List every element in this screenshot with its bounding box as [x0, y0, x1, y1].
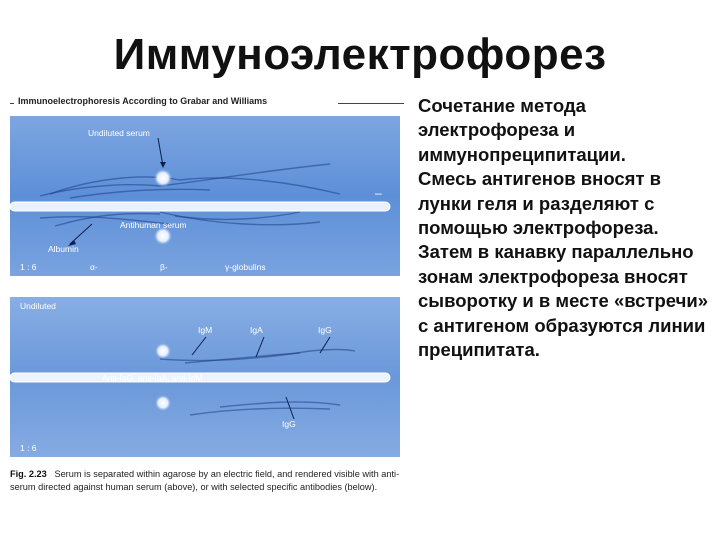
label-igg-lower: IgG [282, 419, 296, 429]
gel-panel-bottom [10, 297, 400, 457]
gel-bottom-graphic [10, 297, 400, 457]
paragraph-2: Смесь антигенов вносят в лунки геля и разделяют с помощью электрофореза. [418, 168, 662, 239]
figure-caption [10, 468, 402, 493]
gel-panel-top [10, 116, 400, 276]
label-iga: IgA [250, 325, 263, 335]
label-dilution-bottom: 1 : 6 [20, 443, 37, 453]
antiserum-trough [10, 202, 390, 211]
well-bottom-upper [155, 343, 171, 359]
slide-title: Иммуноэлектрофорез [113, 30, 607, 79]
label-alpha: α- [90, 262, 98, 272]
well-bottom-lower [155, 395, 171, 411]
label-dilution-top: 1 : 6 [20, 262, 37, 272]
paragraph-3: Затем в канавку параллельно зонам электрофореза вносят сыворотку и в месте «встречи» с антигеном образуются линии преципитата. [418, 241, 709, 361]
label-albumin: Albumin [48, 244, 79, 254]
paragraph-1: Сочетание метода электрофореза и иммунопреципитации. [418, 95, 626, 165]
label-gamma: γ-globulins [225, 262, 266, 272]
label-igg: IgG [318, 325, 332, 335]
label-beta: β- [160, 262, 168, 272]
caption-label: Fig. 2.23 [10, 469, 47, 479]
label-undiluted: Undiluted [20, 301, 56, 311]
label-antihuman-serum: Antihuman serum [120, 220, 187, 230]
header-rule-right [338, 103, 404, 104]
description-text [418, 94, 714, 362]
label-minus: – [375, 186, 382, 200]
caption-text: Serum is separated within agarose by an electric field, and rendered visible with anti-serum directed against human serum (above), or with selected specific antibodies (below). [10, 469, 400, 492]
immunoelectrophoresis-figure [0, 92, 410, 532]
well-undiluted [154, 169, 172, 187]
label-anti-sera: Anti-IgG, anti-IgA, anti-IgM [102, 373, 203, 383]
label-igm: IgM [198, 325, 213, 335]
label-undiluted-serum: Undiluted serum [88, 128, 150, 138]
figure-header: Immunoelectrophoresis According to Grabar and Williams [14, 96, 271, 106]
